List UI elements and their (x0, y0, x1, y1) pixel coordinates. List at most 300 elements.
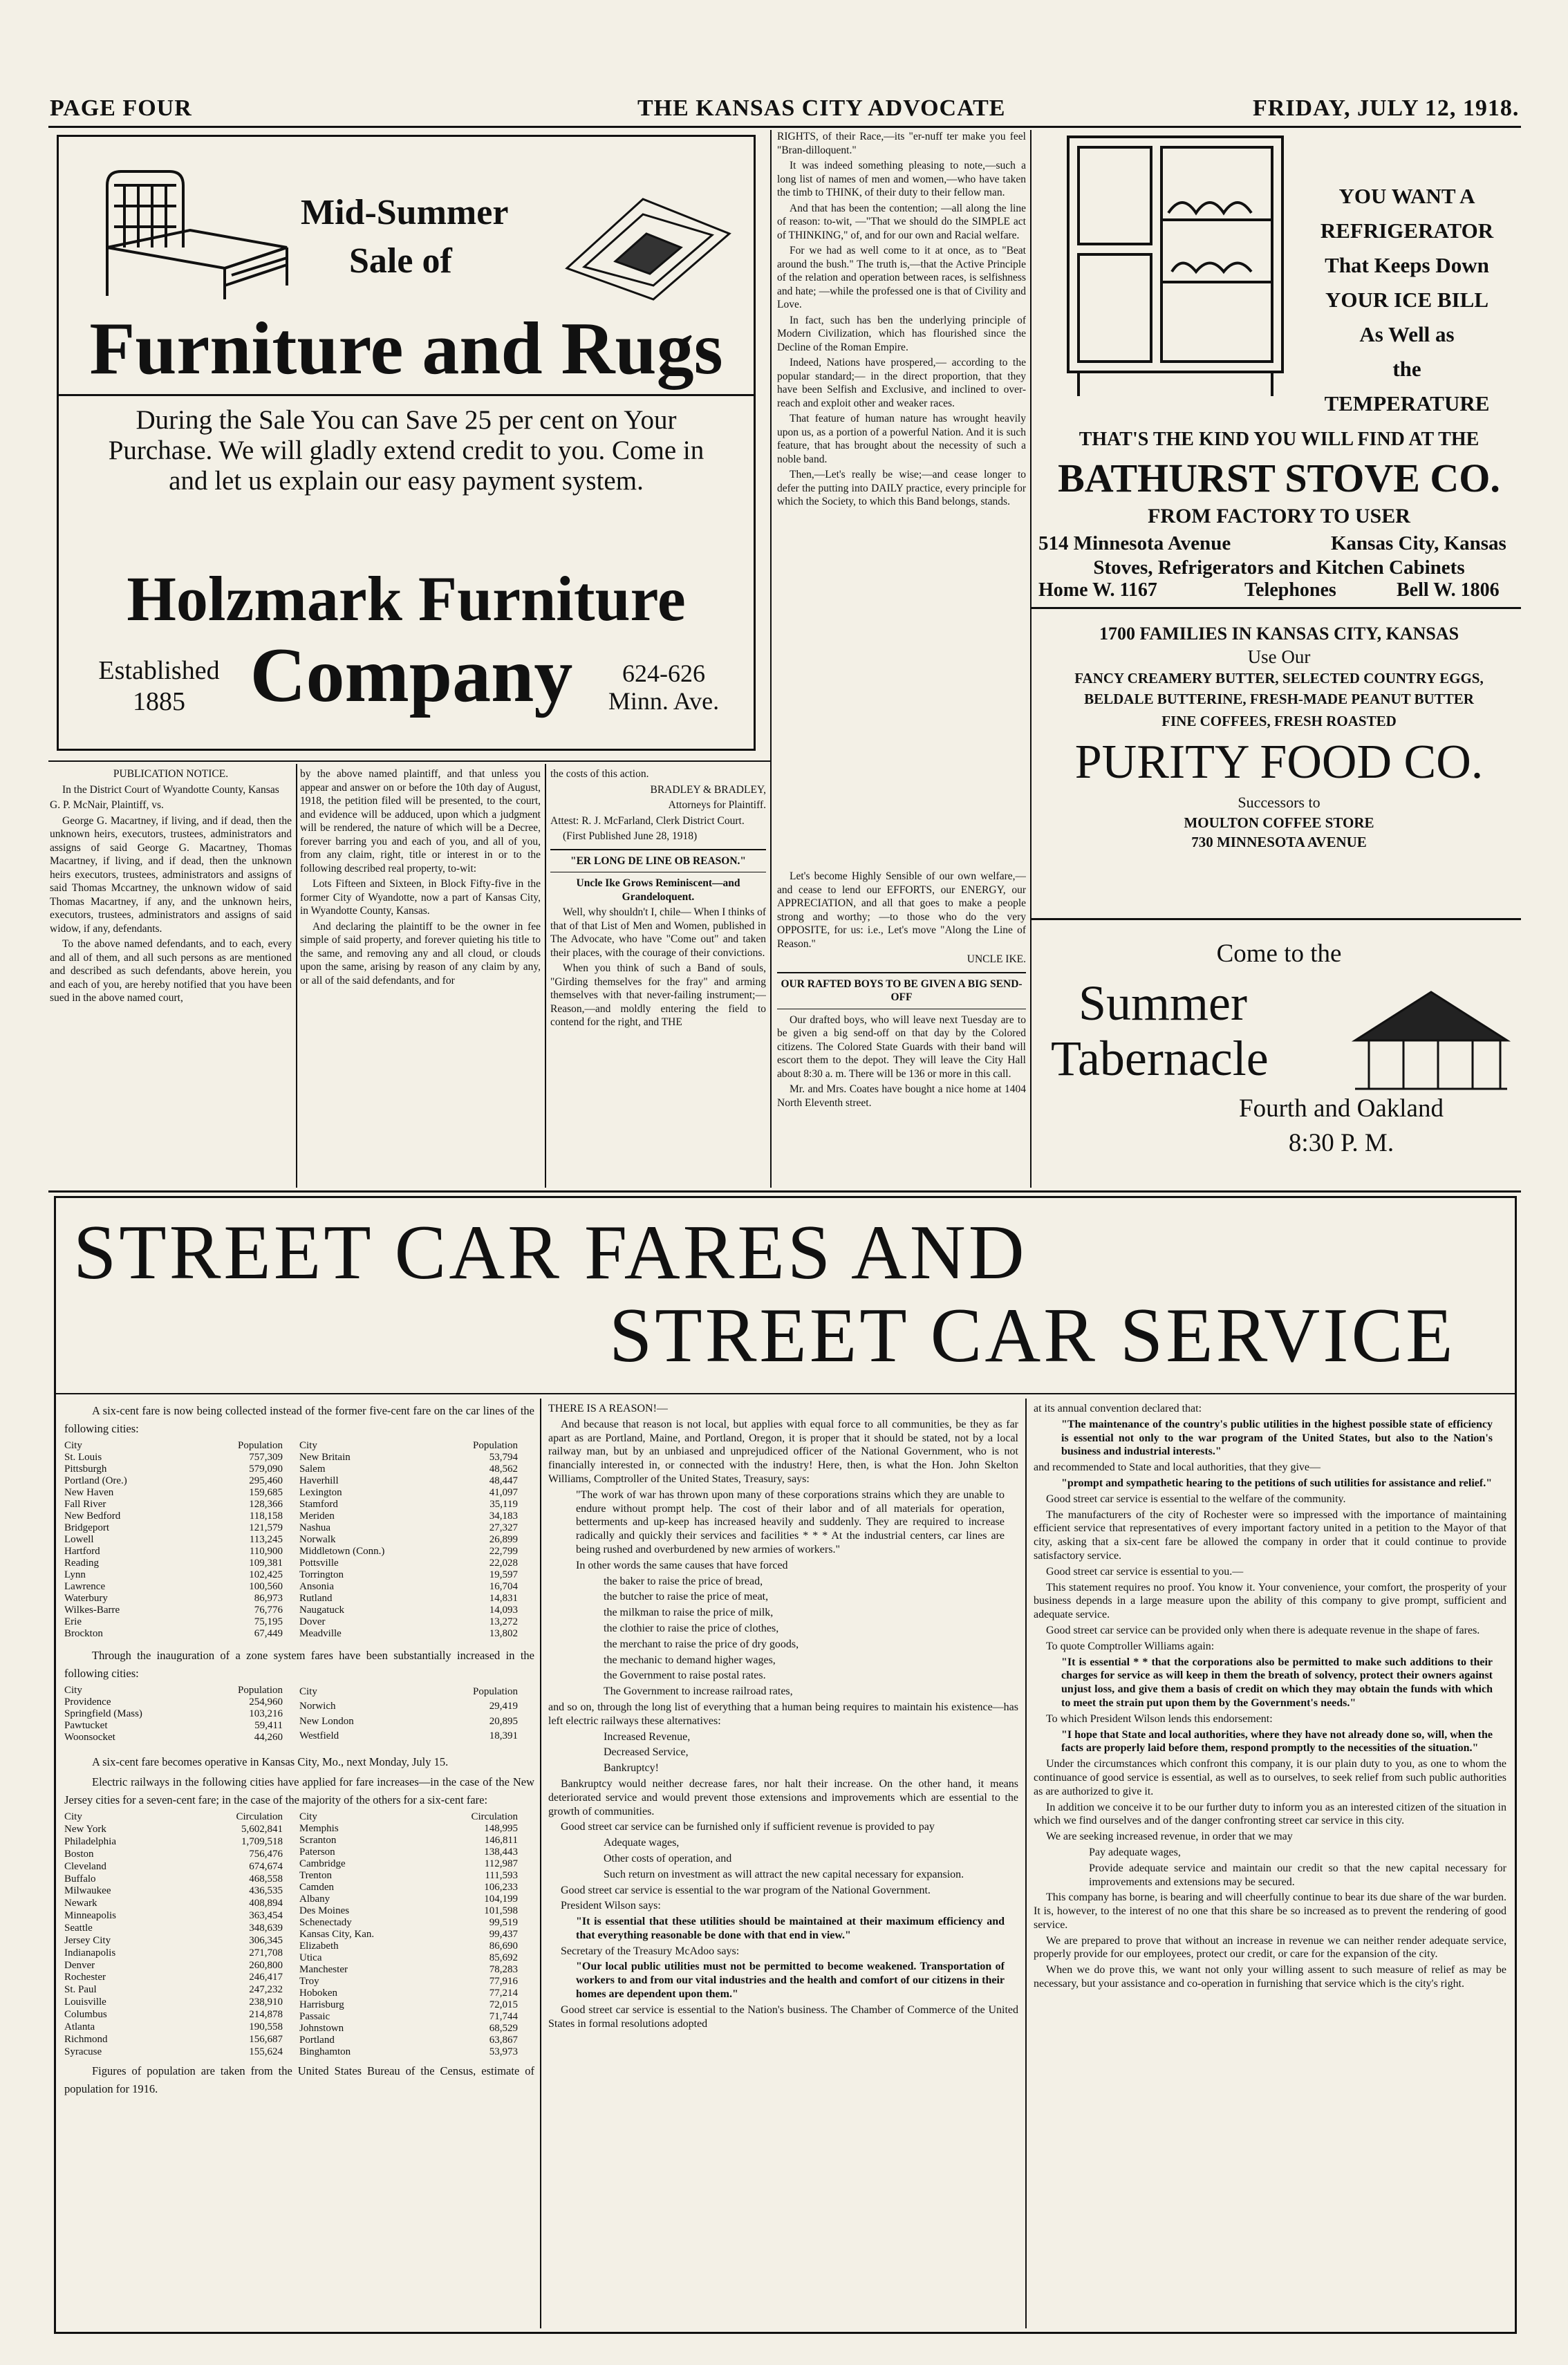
fare-table-a-left-body (64, 1452, 286, 1640)
city-name: Providence (64, 1696, 111, 1708)
city-name: New Britain (299, 1452, 351, 1463)
city-figure: 271,708 (249, 1947, 283, 1959)
table-row (299, 1941, 521, 1952)
city-figure: 27,327 (489, 1522, 518, 1533)
table-row (299, 1917, 521, 1929)
city-figure: 13,272 (489, 1616, 518, 1627)
tabernacle-line4: Fourth and Oakland (1239, 1094, 1444, 1123)
table-row (64, 1581, 286, 1593)
ad-paragraph: the milkman to raise the price of milk, (604, 1607, 774, 1619)
ad-paragraph: We are prepared to prove that without an increase in revenue we can neither render adequate service, properly provide for our employees, protect our credit, or care for the expansion of the city. (1034, 1934, 1506, 1961)
city-name: Rochester (64, 1972, 106, 1983)
table-row (299, 1616, 521, 1628)
holzmark-line2: Sale of (349, 241, 452, 281)
table-row (299, 1882, 521, 1894)
masthead-rule (48, 126, 1521, 128)
purity-rule (1032, 918, 1521, 920)
ad-paragraph: Good street car service is essential to the Nation's business. The Chamber of Commerce of the United States in formal resolutions adopted (548, 2003, 1018, 2030)
city-figure: 63,867 (489, 2035, 518, 2046)
ere-subtitle: Uncle Ike Grows Reminiscent—and Grandeloquent. (576, 877, 740, 903)
tabernacle-line3: Tabernacle (1051, 1031, 1269, 1086)
city-figure: 19,597 (489, 1569, 518, 1580)
city-figure: 214,878 (249, 2008, 283, 2020)
city-figure: 111,593 (485, 1870, 518, 1881)
table-row (299, 1452, 521, 1464)
city-figure: 146,811 (484, 1835, 518, 1846)
table-row (299, 1929, 521, 1941)
notice-column-2 (300, 767, 541, 1188)
table-row (64, 1534, 286, 1546)
city-figure: 306,345 (249, 1934, 283, 1946)
city-figure: 86,690 (489, 1941, 518, 1952)
city-figure: 76,776 (254, 1605, 283, 1616)
city-name: Meriden (299, 1511, 335, 1522)
city-figure: 29,419 (489, 1701, 518, 1712)
table-row (64, 1824, 286, 1836)
city-figure: 34,183 (489, 1511, 518, 1522)
ad-paragraph: Secretary of the Treasury McAdoo says: (561, 1945, 740, 1957)
street-title-rule (56, 1393, 1515, 1394)
table-row (299, 1511, 521, 1522)
city-figure: 159,685 (249, 1487, 283, 1498)
city-name: Johnstown (299, 2023, 344, 2034)
city-name: Manchester (299, 1964, 348, 1975)
ad-paragraph: When we do prove this, we want not only your willing assent to such measure of relief as may be necessary, but your assistance and co-operation in furnishing that service which is the city's right. (1034, 1964, 1506, 1990)
city-figure: 75,195 (254, 1616, 283, 1627)
city-name: Naugatuck (299, 1605, 344, 1616)
ad-paragraph: And because that reason is not local, but applies with equal force to all communities, be they as far apart as are Portland, Maine, and Portland, Oregon, it is proper that it should be stated, not by a local railway man, but by an unbiased and unprejudiced officer of the National Government, who is not financially interested in, or connected with the industry! Here, then, is what the Hon. John Skelton Williams, Comptroller of the United States, Treasury, says: (548, 1418, 1018, 1485)
city-figure: 78,283 (489, 1964, 518, 1975)
ad-paragraph: Under the circumstances which confront this company, it is our plain duty to you, as one to whom the continuance of good service is essential, as well as to ourselves, to seek relief from such public authorities as are authorized to give it. (1034, 1758, 1506, 1797)
city-name: Meadville (299, 1628, 342, 1639)
table-row (64, 2046, 286, 2058)
table-head: City (299, 1686, 317, 1698)
street-nj: Electric railways in the following cities have applied for fare increases—in the case of the New Jersey cities for a seven-cent fare; in the case of the majority of the others for a six-cent fare: (64, 1775, 534, 1806)
city-figure: 436,535 (249, 1885, 283, 1897)
table-row (64, 1593, 286, 1605)
table-row (64, 1558, 286, 1569)
ad-paragraph: the butcher to raise the price of meat, (604, 1591, 769, 1603)
table-row (64, 1849, 286, 1861)
notice-para: In the District Court of Wyandotte County, Kansas (62, 783, 279, 796)
ad-paragraph: Good street car service can be provided only when there is adequate revenue in the shape of fares. (1046, 1624, 1480, 1636)
city-figure: 71,744 (489, 2011, 518, 2022)
table-row (299, 1999, 521, 2011)
table-row (64, 1546, 286, 1558)
street-title-1: STREET CAR FARES AND (73, 1210, 1027, 1296)
city-figure: 53,973 (489, 2046, 518, 2057)
city-name: Philadelphia (64, 1836, 116, 1848)
table-row (299, 2023, 521, 2035)
purity-line: MOULTON COFFEE STORE (1184, 814, 1374, 831)
city-figure: 99,437 (489, 1929, 518, 1940)
city-name: New Haven (64, 1487, 114, 1498)
city-figure: 41,097 (489, 1487, 518, 1498)
bathurst-line: the (1392, 357, 1421, 381)
city-figure: 44,260 (254, 1732, 283, 1743)
table-row (64, 1569, 286, 1581)
tabernacle-line2: Summer (1079, 975, 1247, 1031)
city-name: Des Moines (299, 1905, 350, 1916)
city-name: Erie (64, 1616, 82, 1627)
table-row (299, 1729, 521, 1744)
city-name: Louisville (64, 1997, 106, 2008)
table-row (299, 1714, 521, 1729)
city-figure: 260,800 (249, 1959, 283, 1971)
city-figure: 363,454 (249, 1910, 283, 1922)
city-figure: 468,558 (249, 1873, 283, 1885)
table-row (299, 1546, 521, 1558)
purity-ad (1037, 622, 1521, 899)
table-row (64, 1934, 286, 1947)
street-rule-a (540, 1399, 541, 2328)
city-figure: 100,560 (249, 1581, 283, 1592)
table-row (299, 1952, 521, 1964)
holzmark-addr1: 624-626 (622, 660, 705, 687)
ad-paragraph: the merchant to raise the price of dry goods, (604, 1638, 799, 1650)
bathurst-ad (1037, 130, 1521, 600)
city-name: New London (299, 1715, 354, 1727)
city-name: Norwich (299, 1701, 336, 1712)
city-figure: 110,900 (249, 1546, 283, 1557)
table-row (64, 1464, 286, 1475)
table-row (64, 2009, 286, 2021)
table-row (299, 1894, 521, 1905)
notice-sign: Attorneys for Plaintiff. (668, 799, 766, 811)
table-row (299, 1823, 521, 1835)
rights-continued (777, 870, 1026, 1188)
city-name: Hartford (64, 1546, 100, 1557)
ad-paragraph: THERE IS A REASON!— (548, 1403, 668, 1414)
ere-para: Well, why shouldn't I, chile— When I thinks of that of that List of Men and Women, published in The Advocate, who have "Come out" and taken their places, with the courage of their convictions. (550, 906, 766, 959)
ad-paragraph: Bankruptcy would neither decrease fares, nor halt their increase. On the other hand, it means deteriorated service and would prevent those extensions and improvements which are essential to the growth of communities. (548, 1777, 1018, 1817)
table-row (64, 1997, 286, 2009)
masthead-page: PAGE FOUR (50, 95, 192, 121)
rug-illustration (560, 192, 736, 303)
table-row (64, 1984, 286, 1997)
city-name: Ansonia (299, 1581, 334, 1592)
city-name: Lawrence (64, 1581, 106, 1592)
street-intro: A six-cent fare is now being collected instead of the former five-cent fare on the car lines of the following cities: (64, 1404, 534, 1435)
city-name: Buffalo (64, 1873, 96, 1885)
city-name: Camden (299, 1882, 334, 1893)
tent-illustration (1348, 978, 1514, 1096)
city-name: Syracuse (64, 2046, 102, 2057)
ad-paragraph: Other costs of operation, and (604, 1852, 732, 1864)
city-figure: 757,309 (249, 1452, 283, 1463)
street-top-rule (48, 1190, 1521, 1193)
ad-paragraph: Bankruptcy! (604, 1762, 659, 1775)
city-figure: 128,366 (249, 1499, 283, 1510)
table-row (299, 2011, 521, 2023)
table-row (64, 1487, 286, 1499)
notice-para: Lots Fifteen and Sixteen, in Block Fifty-five in the former City of Wyandotte, now a part of Kansas City, in Wyandotte County, Kansas. (300, 878, 541, 917)
city-figure: 48,447 (489, 1475, 518, 1486)
city-name: Dover (299, 1616, 326, 1627)
table-row (299, 1628, 521, 1640)
street-zone-intro: Through the inauguration of a zone system fares have been substantially increased in the following cities: (64, 1649, 534, 1680)
table-head: Population (237, 1685, 283, 1696)
rights-para: That feature of human nature has wrought heavily upon us, as a portion of a powerful Nation. And it is such feature, that has brought about the necessity of such a noble band. (777, 413, 1026, 465)
tabernacle-ad (1037, 933, 1521, 1182)
table-row (299, 1605, 521, 1616)
masthead-date: FRIDAY, JULY 12, 1918. (1253, 95, 1520, 121)
table-row (64, 1836, 286, 1849)
ad-paragraph: To which President Wilson lends this endorsement: (1046, 1712, 1273, 1725)
purity-name: PURITY FOOD CO. (1074, 736, 1484, 789)
city-name: Woonsocket (64, 1732, 115, 1743)
rights-para: It was indeed something pleasing to note,—such a long list of names of men and women,—who have taken the timb to THINK, of their duty to their fellow man. (777, 160, 1026, 198)
city-name: Lynn (64, 1569, 86, 1580)
city-figure: 86,973 (254, 1593, 283, 1604)
bathurst-bell: Bell W. 1806 (1397, 579, 1500, 601)
purity-line: FANCY CREAMERY BUTTER, SELECTED COUNTRY EGGS, (1074, 670, 1484, 686)
city-figure: 18,391 (489, 1730, 518, 1741)
city-name: Brockton (64, 1628, 103, 1639)
bathurst-tel: Telephones (1244, 579, 1336, 601)
table-row (299, 1699, 521, 1714)
table-row (299, 2046, 521, 2058)
ad-paragraph: "I hope that State and local authorities, where they have not already done so, will, when the facts are properly laid before them, respond promptly to the necessities of the situation." (1061, 1728, 1493, 1755)
city-name: Memphis (299, 1823, 339, 1834)
holzmark-est1: Established (98, 656, 220, 685)
rights-sign: UNCLE IKE. (967, 953, 1026, 965)
city-figure: 53,794 (489, 1452, 518, 1463)
table-head: Population (472, 1440, 518, 1451)
ad-paragraph: The manufacturers of the city of Rochester were so impressed with the importance of maintaining efficient service that representatives of every important factory united in a petition to the Mayor of that city, asking that a six-cent fare be allowed the company in order that it could continue to provide satisfactory service. (1034, 1508, 1506, 1562)
ad-paragraph: "prompt and sympathetic hearing to the petitions of such utilities for assistance and relief." (1061, 1477, 1493, 1489)
notice-para: by the above named plaintiff, and that unless you appear and answer on or before the 10th day of August, 1918, the petition filed will be presented, to the court, and evidence will be adduced, upon which a judgment will be rendered, the nature of which will be a Decree, forever barring you and each of you, and all of you, from any claim, right, title or interest in or to the following described real property, to-wit: (300, 768, 541, 875)
city-name: Utica (299, 1952, 322, 1963)
purity-line: Successors to (1238, 794, 1320, 811)
city-figure: 118,158 (249, 1511, 283, 1522)
bathurst-rule (1032, 607, 1521, 609)
city-name: Portland (299, 2035, 335, 2046)
bathurst-line: As Well as (1359, 322, 1455, 346)
table-row (299, 1569, 521, 1581)
city-figure: 156,687 (249, 2033, 283, 2045)
city-name: Kansas City, Kan. (299, 1929, 375, 1940)
city-figure: 121,579 (249, 1522, 283, 1533)
holzmark-line1: Mid-Summer (301, 193, 509, 232)
city-figure: 348,639 (249, 1923, 283, 1934)
table-row (299, 1522, 521, 1534)
city-name: Indianapolis (64, 1947, 116, 1959)
city-name: Hoboken (299, 1988, 337, 1999)
notice-pub: (First Published June 28, 1918) (563, 830, 698, 842)
table-row (64, 1923, 286, 1935)
table-row (299, 1581, 521, 1593)
table-row (299, 1558, 521, 1569)
city-figure: 77,916 (489, 1976, 518, 1987)
ad-paragraph: Such return on investment as will attract the new capital necessary for expansion. (604, 1868, 964, 1880)
ad-paragraph: Decreased Service, (604, 1746, 689, 1759)
street-title-2: STREET CAR SERVICE (609, 1293, 1456, 1378)
city-figure: 48,562 (489, 1464, 518, 1475)
bathurst-line: That Keeps Down (1325, 253, 1489, 277)
city-name: Schenectady (299, 1917, 352, 1928)
city-figure: 101,598 (484, 1905, 518, 1916)
city-figure: 67,449 (254, 1628, 283, 1639)
city-figure: 59,411 (254, 1720, 283, 1731)
city-name: St. Louis (64, 1452, 102, 1463)
bathurst-find: THAT'S THE KIND YOU WILL FIND AT THE (1079, 429, 1480, 450)
table-head: City (64, 1685, 82, 1696)
bed-illustration (93, 165, 301, 303)
rights-para: For we had as well come to it at once, as to "Beat around the bush." The truth is,—that the Active Principle of the relation and operation between races, is selfishness and hate; —while the professed one is that of Civility and Love. (777, 245, 1026, 310)
city-figure: 22,799 (489, 1546, 518, 1557)
table-row (64, 1708, 286, 1720)
city-figure: 254,960 (249, 1696, 283, 1708)
fare-table-c-right (299, 1811, 521, 2058)
table-row (64, 1511, 286, 1522)
city-name: Albany (299, 1894, 330, 1905)
fare-table-b-left-body (64, 1696, 286, 1744)
city-name: Milwaukee (64, 1885, 111, 1897)
city-name: Torrington (299, 1569, 344, 1580)
ad-paragraph: In addition we conceive it to be our further duty to inform you as an interested citizen of the situation in which we find ourselves and of the danger confronting street car service in this city. (1034, 1801, 1506, 1827)
city-figure: 295,460 (249, 1475, 283, 1486)
city-figure: 35,119 (489, 1499, 518, 1510)
rights-para: Indeed, Nations have prospered,— according to the popular standard;— in the direct proportion, that they have been Selfish and Exclusive, and inclined to over-reach and exploit other and weaker races. (777, 357, 1026, 409)
table-row (64, 2021, 286, 2033)
table-row (299, 1487, 521, 1499)
holzmark-est2: 1885 (133, 687, 185, 716)
city-name: Middletown (Conn.) (299, 1546, 385, 1557)
notice-para: the costs of this action. (550, 768, 649, 780)
ad-paragraph: President Wilson says: (561, 1900, 661, 1912)
table-head: Circulation (236, 1811, 283, 1823)
tabernacle-line5: 8:30 P. M. (1288, 1129, 1394, 1157)
city-figure: 109,381 (249, 1558, 283, 1569)
ad-paragraph: This company has borne, is bearing and will cheerfully continue to bear its due share of the war burden. It is, however, to the interest of no one that this share be so increased as to prevent the rendering of good service. (1034, 1891, 1506, 1931)
ad-paragraph: Good street car service is essential to the war program of the National Government. (561, 1884, 931, 1896)
tabernacle-line1: Come to the (1216, 940, 1342, 968)
city-name: Denver (64, 1959, 95, 1971)
street-middle-column (548, 1402, 1018, 2325)
ad-paragraph: Good street car service is essential to the welfare of the community. (1046, 1493, 1346, 1505)
fare-table-c-left-body (64, 1824, 286, 2058)
city-name: Springfield (Mass) (64, 1708, 142, 1719)
table-row (299, 1847, 521, 1858)
city-name: Pottsville (299, 1558, 339, 1569)
city-figure: 14,831 (489, 1593, 518, 1604)
city-figure: 190,558 (249, 2021, 283, 2032)
table-row (64, 1475, 286, 1487)
rights-para: In fact, such has ben the underlying principle of Modern Civilization, which has flourished since the Decline of the Roman Empire. (777, 314, 1026, 353)
bathurst-home: Home W. 1167 (1038, 579, 1157, 601)
city-name: Portland (Ore.) (64, 1475, 127, 1486)
city-name: Newark (64, 1898, 97, 1909)
city-figure: 113,245 (249, 1534, 283, 1545)
table-row (64, 1696, 286, 1708)
ad-paragraph: "It is essential * * that the corporations also be permitted to make such additions to their charges for service as will keep in them the breath of solvency, protect their owners against unjust loss, and give them a basis of credit on which they may obtain the funds with which to meet the strain put upon them by the Government's needs." (1061, 1656, 1493, 1709)
ad-paragraph: and recommended to State and local authorities, that they give— (1034, 1461, 1320, 1474)
table-row (299, 1464, 521, 1475)
city-figure: 1,709,518 (241, 1836, 283, 1848)
table-row (299, 1835, 521, 1847)
ad-paragraph: the Government to raise postal rates. (604, 1670, 766, 1682)
holzmark-rule-1 (59, 394, 754, 396)
city-name: New Bedford (64, 1511, 121, 1522)
ad-paragraph: Increased Revenue, (604, 1730, 691, 1743)
purity-line: FINE COFFEES, FRESH ROASTED (1161, 713, 1397, 729)
city-name: Harrisburg (299, 1999, 344, 2010)
ad-paragraph: Good street car service is essential to you.— (1046, 1565, 1244, 1578)
city-figure: 756,476 (249, 1848, 283, 1860)
holzmark-addr2: Minn. Ave. (608, 687, 720, 715)
table-row (64, 1452, 286, 1464)
fare-table-c-right-body (299, 1823, 521, 2058)
city-name: Columbus (64, 2008, 107, 2020)
notice-para: G. P. McNair, Plaintiff, vs. (50, 799, 164, 811)
holzmark-body: During the Sale You can Save 25 per cent on Your Purchase. We will gladly extend credit to you. Come in and let us explain our easy payment system. (108, 405, 704, 496)
city-figure: 22,028 (489, 1558, 518, 1569)
city-figure: 246,417 (249, 1972, 283, 1983)
city-name: Troy (299, 1976, 319, 1987)
city-name: Pawtucket (64, 1720, 108, 1731)
purity-line: BELDALE BUTTERINE, FRESH-MADE PEANUT BUTTER (1084, 691, 1474, 707)
bathurst-addr-right: Kansas City, Kansas (1331, 532, 1506, 554)
city-figure: 247,232 (249, 1984, 283, 1996)
table-head: City (64, 1811, 82, 1823)
city-figure: 102,425 (249, 1569, 283, 1580)
city-name: Pittsburgh (64, 1464, 107, 1475)
fare-table-a-left (64, 1440, 286, 1640)
city-name: New York (64, 1824, 106, 1835)
notice-para: And declaring the plaintiff to be the owner in fee simple of said property, and forever quieting his title to the same, and removing any and all cloud, or clouds upon the same, arising by reason of any claim by any, or all of the said defendants, and for (300, 920, 541, 987)
notice-title: PUBLICATION NOTICE. (113, 768, 229, 780)
street-rule-b (1025, 1399, 1027, 2328)
city-figure: 106,233 (484, 1882, 518, 1893)
ad-paragraph: The Government to increase railroad rates, (604, 1685, 793, 1698)
holzmark-ad (57, 135, 756, 751)
city-figure: 408,894 (249, 1898, 283, 1909)
ad-paragraph: Adequate wages, (604, 1837, 680, 1849)
column-rule-a (770, 130, 772, 1188)
city-name: Minneapolis (64, 1910, 116, 1922)
city-name: Jersey City (64, 1934, 111, 1946)
city-name: Fall River (64, 1499, 106, 1510)
bathurst-line: TEMPERATURE (1324, 391, 1490, 415)
fare-table-b-right (299, 1685, 521, 1744)
table-row (299, 1905, 521, 1917)
city-name: Scranton (299, 1835, 337, 1846)
table-row (299, 1593, 521, 1605)
city-figure: 20,895 (489, 1715, 518, 1727)
ere-para: When you think of such a Band of souls, "Girding themselves for the fray" and arming themselves with that never-failing instrument;—Reason,—and moldly entering the field to contend for the right, and THE (550, 962, 766, 1028)
city-name: Wilkes-Barre (64, 1605, 120, 1616)
city-figure: 16,704 (489, 1581, 518, 1592)
rights-para: Let's become Highly Sensible of our own welfare,—and cease to lend our EFFORTS, our ENERGY, our APPRECIATION, and all that goes to make a people strong and worthy; —to those who do the very OPPOSITE, for us: i.e., Let's move "Along the Line of Reason." (777, 870, 1026, 950)
table-row (64, 1898, 286, 1910)
ad-paragraph: To quote Comptroller Williams again: (1046, 1640, 1215, 1652)
column-rule-d (545, 764, 546, 1188)
ad-paragraph: the baker to raise the price of bread, (604, 1575, 763, 1587)
ad-paragraph: "The maintenance of the country's public utilities in the highest possible state of efficiency is essential not only to the war program of the United States, but also to the Nation's business and industrial interests." (1061, 1418, 1493, 1458)
street-car-ad (54, 1196, 1517, 2334)
city-name: Lexington (299, 1487, 342, 1498)
city-figure: 103,216 (249, 1708, 283, 1719)
city-name: Boston (64, 1848, 94, 1860)
table-row (299, 1858, 521, 1870)
masthead-paper: THE KANSAS CITY ADVOCATE (637, 95, 1006, 121)
table-head: Circulation (471, 1811, 518, 1822)
ad-paragraph: This statement requires no proof. You know it. Your convenience, your comfort, the prosperity of your business depends in a large measure upon the ability of this company to give prompt, sufficient and adequate service. (1034, 1581, 1506, 1621)
notice-para: To the above named defendants, and to each, every and all of them, and all such persons as are mentioned and described as such defendants, above herein, you and each of you, are hereby notified that you have been sued in the above named court, (50, 938, 292, 1004)
purity-line: 1700 FAMILIES IN KANSAS CITY, KANSAS (1099, 624, 1459, 644)
city-name: Cleveland (64, 1860, 106, 1872)
